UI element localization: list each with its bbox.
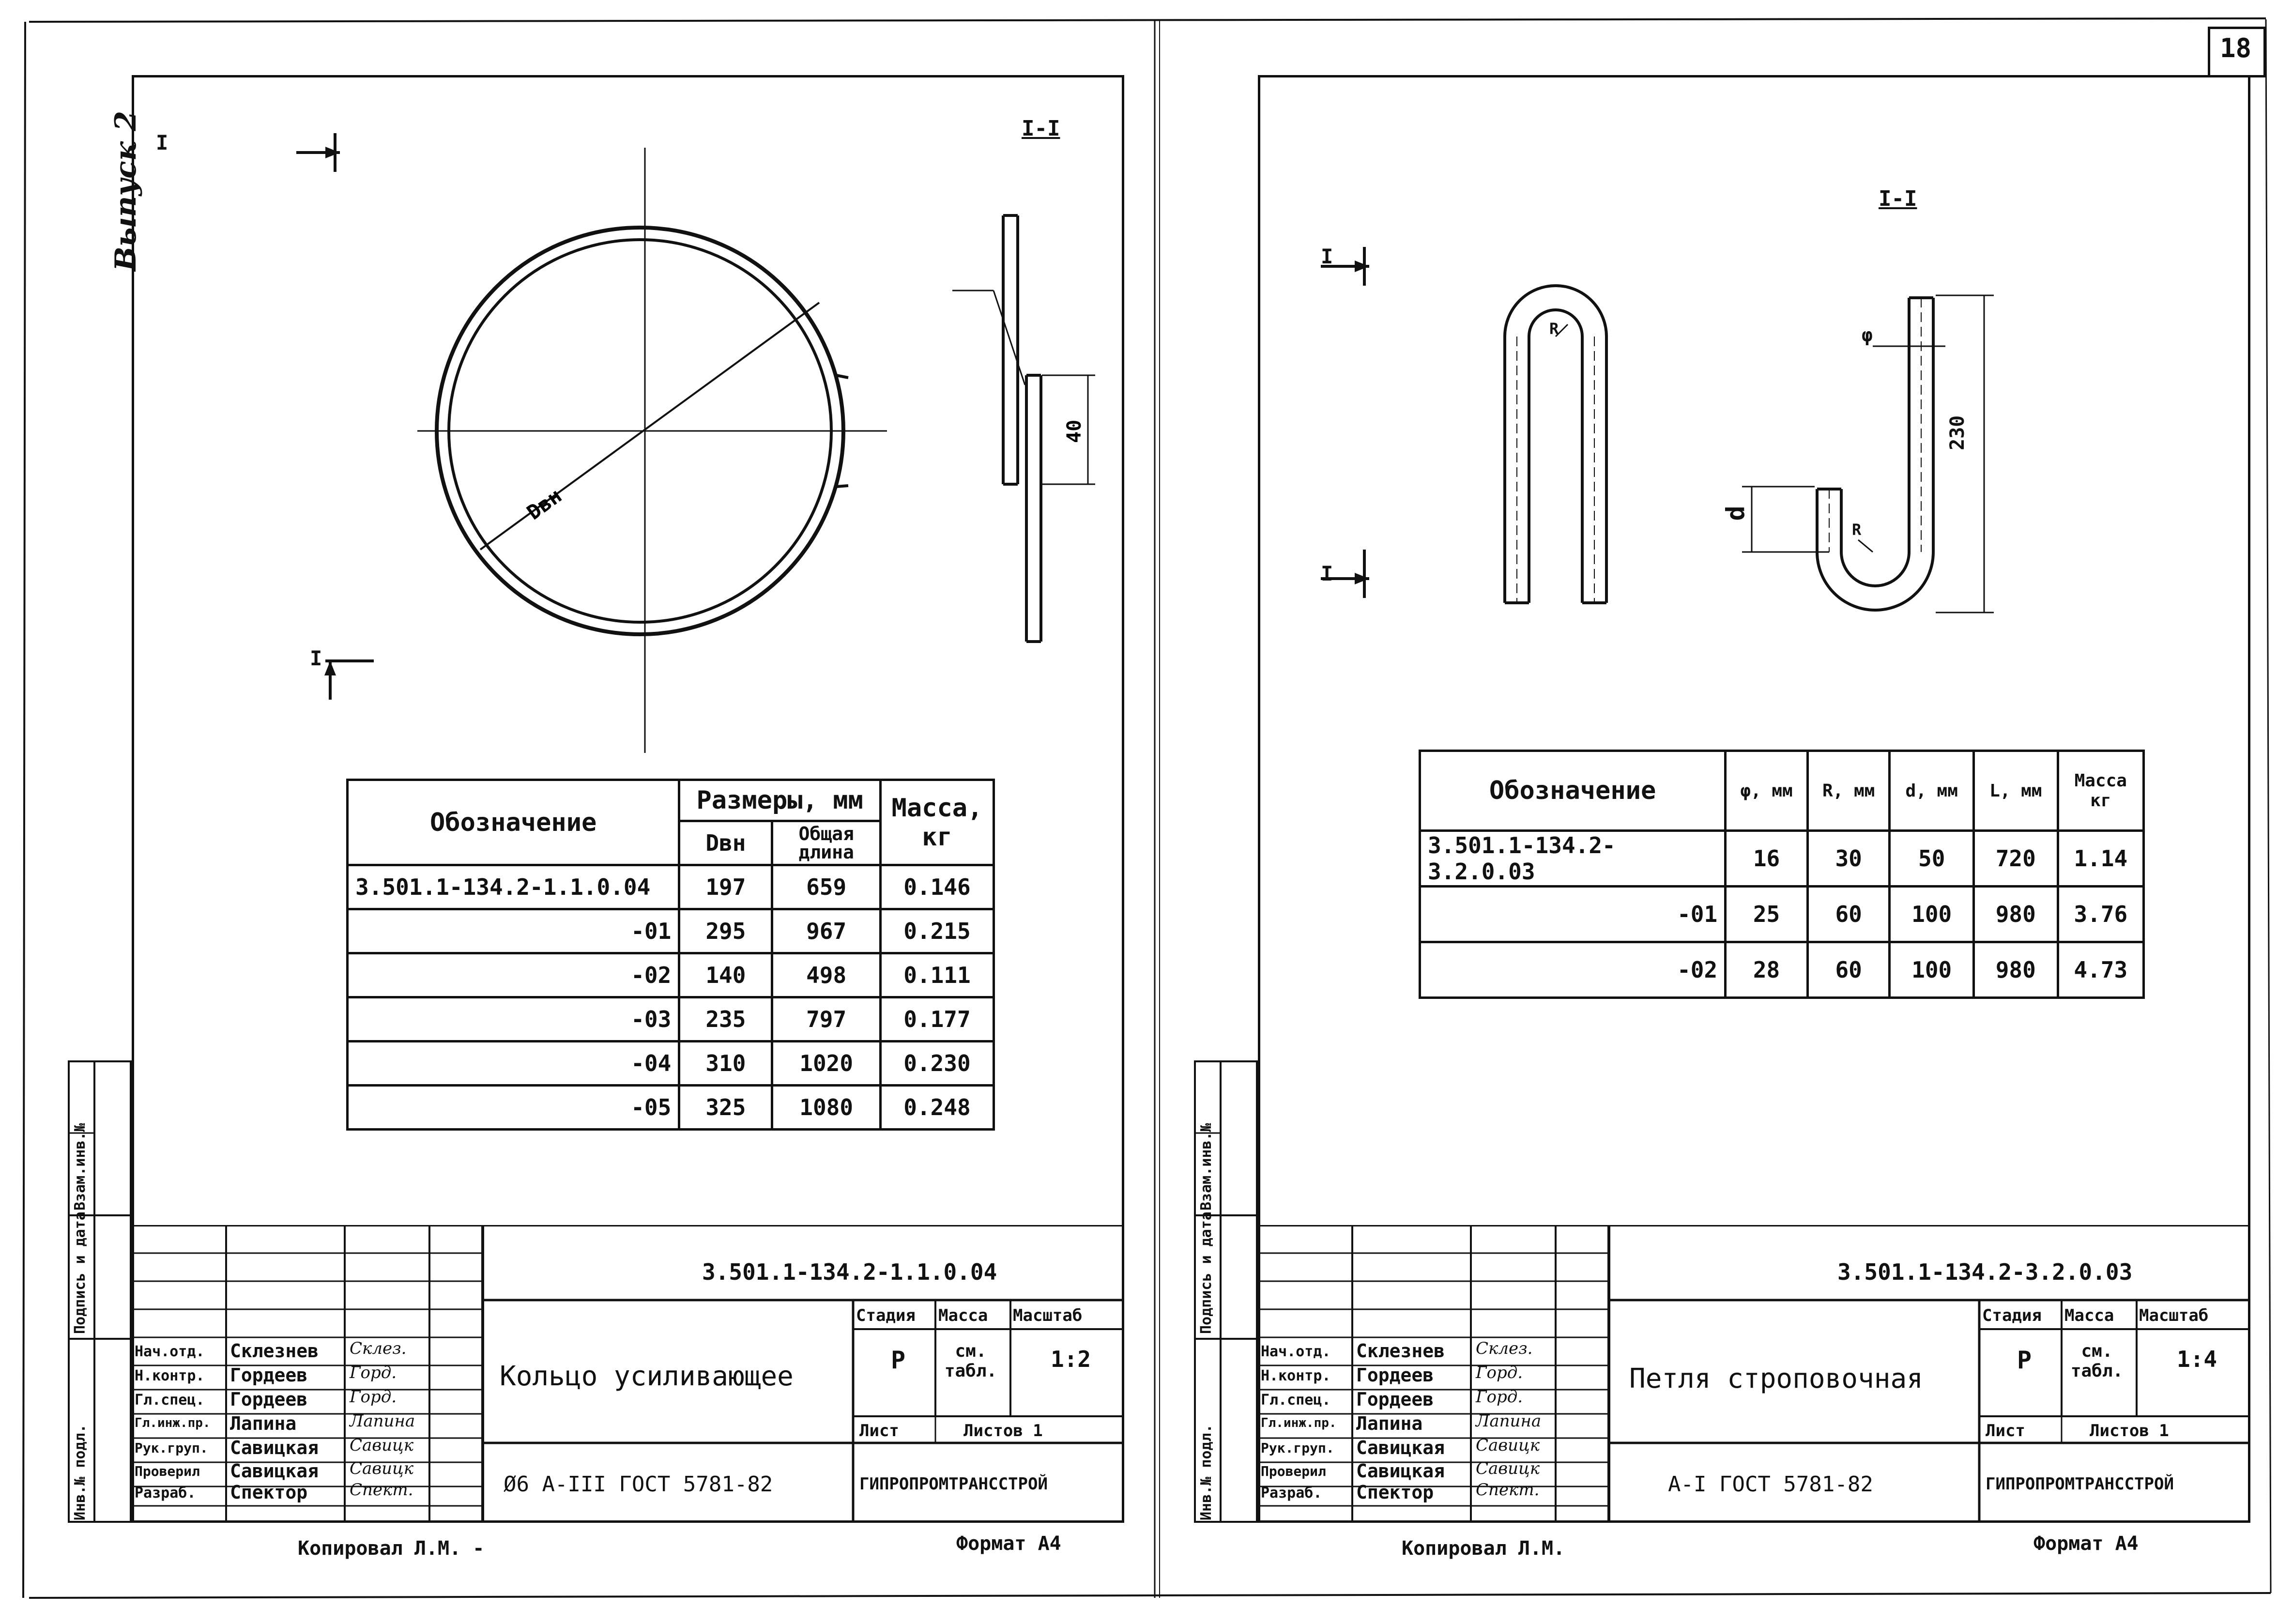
right-copied: Копировал Л.М.	[1402, 1537, 1565, 1560]
row-length: 1080	[772, 1086, 881, 1130]
signature: Савицк	[1476, 1436, 1540, 1455]
right-name-1: Склезнев	[1356, 1340, 1445, 1362]
left-scale-label: Масштаб	[1013, 1306, 1083, 1325]
row-length: 1020	[772, 1042, 881, 1086]
row-mass: 1.14	[2058, 831, 2143, 887]
table-row	[348, 865, 994, 909]
left-stamp-sign: Подпись и дата	[72, 1211, 89, 1334]
right-stamp-sign: Подпись и дата	[1198, 1211, 1215, 1334]
right-format: Формат А4	[2033, 1532, 2139, 1555]
row-dvn: 295	[679, 909, 772, 953]
row-designation: -02	[1420, 942, 1726, 998]
row-mass: 0.146	[880, 865, 994, 909]
row-dvn: 235	[679, 997, 772, 1042]
col-sizes: Размеры, мм	[679, 780, 881, 821]
left-role-6: Проверил	[135, 1463, 200, 1479]
row-dvn: 310	[679, 1042, 772, 1086]
row-designation: 3.501.1-134.2-1.1.0.04	[348, 865, 679, 909]
signature: Склез.	[1476, 1339, 1533, 1358]
right-name-7: Спектор	[1356, 1482, 1434, 1503]
left-material: Ø6 A-III ГОСТ 5781-82	[504, 1472, 773, 1497]
left-scale: 1:2	[1051, 1346, 1091, 1372]
signature: Горд.	[350, 1387, 397, 1407]
row-dvn: 325	[679, 1086, 772, 1130]
row-phi: 16	[1726, 831, 1808, 887]
left-name-5: Савицкая	[230, 1437, 319, 1458]
label-r-u: R	[1549, 320, 1559, 338]
right-scale-label: Масштаб	[2139, 1306, 2209, 1325]
row-designation: -01	[348, 909, 679, 953]
issue-label: Выпуск 2	[109, 110, 143, 271]
row-designation: -02	[348, 953, 679, 997]
signature: Лапина	[350, 1411, 415, 1431]
section-mark-bottom: I	[310, 646, 322, 670]
signature: Спект.	[1476, 1480, 1540, 1500]
row-l: 980	[1973, 887, 2058, 942]
left-sheets-label: Листов 1	[963, 1421, 1043, 1440]
row-d: 50	[1890, 831, 1974, 887]
left-role-7: Разраб.	[135, 1485, 196, 1501]
row-mass: 3.76	[2058, 887, 2143, 942]
right-name-2: Гордеев	[1356, 1364, 1434, 1386]
left-name-2: Гордеев	[230, 1364, 308, 1386]
right-doc-code: 3.501.1-134.2-3.2.0.03	[1837, 1259, 2133, 1285]
row-designation: -03	[348, 997, 679, 1042]
signature: Горд.	[1476, 1363, 1523, 1382]
right-sheet-label: Лист	[1986, 1421, 2025, 1440]
signature: Горд.	[1476, 1387, 1523, 1407]
left-mass: см. табл.	[944, 1341, 997, 1381]
right-title: Петля строповочная	[1629, 1363, 1923, 1394]
row-r: 60	[1807, 942, 1890, 998]
right-role-4: Гл.инж.пр.	[1261, 1416, 1337, 1430]
left-stage: Р	[891, 1346, 906, 1374]
right-stamp-vzam: Взам.инв.№	[1198, 1123, 1215, 1210]
right-name-6: Савицкая	[1356, 1460, 1445, 1482]
signature: Спект.	[350, 1480, 413, 1500]
col-designation: Обозначение	[1420, 751, 1726, 831]
row-r: 30	[1807, 831, 1890, 887]
section-mark-top: I	[156, 131, 168, 154]
left-name-7: Спектор	[230, 1482, 308, 1503]
col-l: L, мм	[1973, 751, 2058, 831]
diameter-label: Dвн	[522, 483, 566, 525]
row-mass: 0.248	[880, 1086, 994, 1130]
row-l: 720	[1973, 831, 2058, 887]
left-role-5: Рук.груп.	[135, 1440, 208, 1456]
dim-230: 230	[1946, 415, 1969, 450]
left-name-4: Лапина	[230, 1413, 297, 1434]
col-dvn: Dвн	[679, 821, 772, 865]
row-mass: 0.230	[880, 1042, 994, 1086]
right-stamp-inv: Инв.№ подл.	[1198, 1424, 1215, 1520]
section-label: I-I	[1022, 116, 1060, 141]
right-sheets-label: Листов 1	[2090, 1421, 2169, 1440]
left-name-3: Гордеев	[230, 1389, 308, 1410]
table-row	[348, 953, 994, 997]
row-l: 980	[1973, 942, 2058, 998]
row-d: 100	[1890, 942, 1974, 998]
dim-40: 40	[1063, 419, 1085, 443]
row-designation: 3.501.1-134.2-3.2.0.03	[1420, 831, 1726, 887]
row-designation: -04	[348, 1042, 679, 1086]
loop-spec-table	[1419, 750, 2145, 999]
col-length: Общая длина	[772, 821, 881, 865]
right-scale: 1:4	[2177, 1346, 2217, 1372]
left-format: Формат А4	[956, 1532, 1061, 1555]
row-mass: 4.73	[2058, 942, 2143, 998]
table-row	[348, 1042, 994, 1086]
row-dvn: 140	[679, 953, 772, 997]
loop-drawing	[1258, 75, 2250, 753]
left-stamp-vzam: Взам.инв.№	[72, 1123, 89, 1210]
signature: Склез.	[350, 1339, 407, 1358]
left-title: Кольцо усиливающее	[500, 1361, 794, 1392]
row-d: 100	[1890, 887, 1974, 942]
right-role-3: Гл.спец.	[1261, 1392, 1331, 1409]
row-dvn: 197	[679, 865, 772, 909]
row-length: 797	[772, 997, 881, 1042]
table-row	[348, 1086, 994, 1130]
left-name-6: Савицкая	[230, 1460, 319, 1482]
label-phi: φ	[1862, 324, 1873, 346]
row-designation: -01	[1420, 887, 1726, 942]
signature: Савицк	[350, 1436, 413, 1455]
section-label: I-I	[1879, 186, 1917, 211]
row-designation: -05	[348, 1086, 679, 1130]
col-r: R, мм	[1807, 751, 1890, 831]
right-mass-label: Масса	[2064, 1306, 2114, 1325]
left-role-3: Гл.спец.	[135, 1392, 205, 1409]
left-name-1: Склезнев	[230, 1340, 319, 1362]
section-mark-top: I	[1321, 245, 1333, 268]
right-role-7: Разраб.	[1261, 1485, 1322, 1501]
row-mass: 0.111	[880, 953, 994, 997]
row-phi: 25	[1726, 887, 1808, 942]
page-number: 18	[2220, 33, 2252, 63]
table-row	[1420, 942, 2144, 998]
left-mass-label: Масса	[938, 1306, 988, 1325]
col-mass: Масса, кг	[880, 780, 994, 865]
left-stamp-inv: Инв.№ подл.	[72, 1424, 89, 1520]
table-row	[348, 997, 994, 1042]
right-name-4: Лапина	[1356, 1413, 1423, 1434]
section-mark-bottom: I	[1321, 562, 1333, 585]
right-name-5: Савицкая	[1356, 1437, 1445, 1458]
right-org: ГИПРОПРОМТРАНССТРОЙ	[1986, 1474, 2174, 1494]
row-phi: 28	[1726, 942, 1808, 998]
right-role-5: Рук.груп.	[1261, 1440, 1334, 1456]
table-row	[348, 909, 994, 953]
row-r: 60	[1807, 887, 1890, 942]
col-mass: Масса кг	[2058, 751, 2143, 831]
left-stage-label: Стадия	[856, 1306, 916, 1325]
row-length: 967	[772, 909, 881, 953]
col-phi: φ, мм	[1726, 751, 1808, 831]
table-row	[1420, 831, 2144, 887]
right-role-6: Проверил	[1261, 1463, 1326, 1479]
row-mass: 0.177	[880, 997, 994, 1042]
right-role-1: Нач.отд.	[1261, 1343, 1331, 1360]
signature: Савицк	[1476, 1459, 1540, 1478]
left-copied: Копировал Л.М. -	[298, 1537, 485, 1560]
right-stage: Р	[2017, 1346, 2032, 1374]
right-role-2: Н.контр.	[1261, 1367, 1331, 1384]
signature: Савицк	[350, 1459, 413, 1478]
table-row	[1420, 887, 2144, 942]
right-name-3: Гордеев	[1356, 1389, 1434, 1410]
right-material: А-I ГОСТ 5781-82	[1668, 1472, 1873, 1497]
left-role-2: Н.контр.	[135, 1367, 205, 1384]
left-sheet-label: Лист	[859, 1421, 899, 1440]
ring-spec-table	[346, 779, 995, 1131]
left-role-4: Гл.инж.пр.	[135, 1416, 211, 1430]
label-r-j: R	[1852, 521, 1862, 539]
col-d: d, мм	[1890, 751, 1974, 831]
signature: Лапина	[1476, 1411, 1542, 1431]
left-doc-code: 3.501.1-134.2-1.1.0.04	[702, 1259, 997, 1285]
label-d: d	[1721, 506, 1751, 521]
row-length: 659	[772, 865, 881, 909]
left-role-1: Нач.отд.	[135, 1343, 205, 1360]
ring-drawing	[132, 75, 1124, 753]
signature: Горд.	[350, 1363, 397, 1382]
left-org: ГИПРОПРОМТРАНССТРОЙ	[859, 1474, 1048, 1494]
right-mass: см. табл.	[2070, 1341, 2124, 1381]
row-length: 498	[772, 953, 881, 997]
right-stage-label: Стадия	[1982, 1306, 2042, 1325]
row-mass: 0.215	[880, 909, 994, 953]
col-designation: Обозначение	[348, 780, 679, 865]
